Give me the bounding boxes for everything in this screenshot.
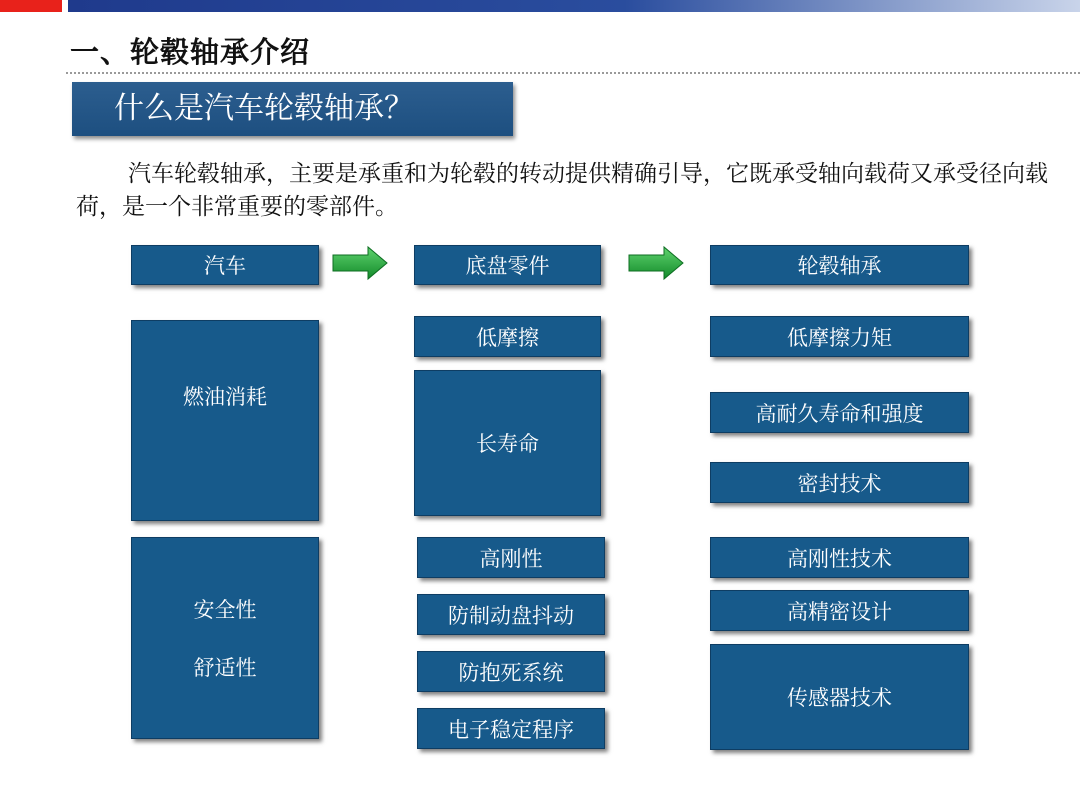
top-accent-red [0, 0, 62, 12]
bearing-sensor-label: 传感器技术 [787, 686, 892, 710]
chassis-esp-label: 电子稳定程序 [448, 717, 574, 742]
header-chassis [414, 245, 601, 285]
header-car-label: 汽车 [204, 254, 246, 278]
car-safety-comfort-box [131, 537, 319, 739]
bearing-precision-box [710, 590, 969, 631]
intro-paragraph: 汽车轮毂轴承，主要是承重和为轮毂的转动提供精确引导，它既承受轴向载荷又承受径向载荷，是一个非常重要的零部件。 [76, 161, 1048, 220]
chassis-long-life-box [414, 370, 601, 516]
header-bearing-label: 轮毂轴承 [797, 254, 882, 278]
bearing-sealing-label: 密封技术 [797, 471, 882, 496]
chassis-long-life-label: 长寿命 [476, 432, 539, 456]
header-chassis-label: 底盘零件 [465, 254, 550, 278]
slide-heading: 一、轮毂轴承介绍 [70, 35, 311, 69]
bearing-rigidity-tech-label: 高刚性技术 [787, 546, 892, 571]
chassis-abs-box [417, 651, 605, 692]
chassis-low-friction-box [414, 316, 601, 357]
bearing-sensor-box [710, 644, 969, 750]
car-fuel-label: 燃油消耗 [183, 385, 267, 409]
bearing-low-torque-box [710, 316, 969, 357]
bearing-precision-label: 高精密设计 [787, 599, 892, 624]
arrow-right-icon [628, 245, 684, 281]
bearing-sealing-box [710, 462, 969, 503]
chassis-high-rigidity-box [417, 537, 605, 578]
bearing-durability-box [710, 392, 969, 433]
bearing-low-torque-label: 低摩擦力矩 [787, 325, 892, 350]
arrow-right-icon [332, 245, 388, 281]
header-car [131, 245, 319, 285]
car-fuel-box [131, 320, 319, 521]
heading-divider [66, 72, 1080, 74]
top-accent-blue [68, 0, 1080, 12]
car-safety-label: 安全性 [193, 598, 257, 622]
chassis-anti-judder-box [417, 594, 605, 635]
question-banner: 什么是汽车轮毂轴承？ [72, 82, 513, 136]
chassis-low-friction-label: 低摩擦 [476, 325, 539, 350]
bearing-durability-label: 高耐久寿命和强度 [755, 401, 924, 426]
chassis-anti-judder-label: 防制动盘抖动 [448, 603, 574, 628]
bearing-rigidity-tech-box [710, 537, 969, 578]
chassis-esp-box [417, 708, 605, 749]
chassis-high-rigidity-label: 高刚性 [479, 546, 543, 571]
car-comfort-label: 舒适性 [193, 656, 257, 680]
chassis-abs-label: 防抱死系统 [458, 660, 564, 685]
header-bearing [710, 245, 969, 285]
